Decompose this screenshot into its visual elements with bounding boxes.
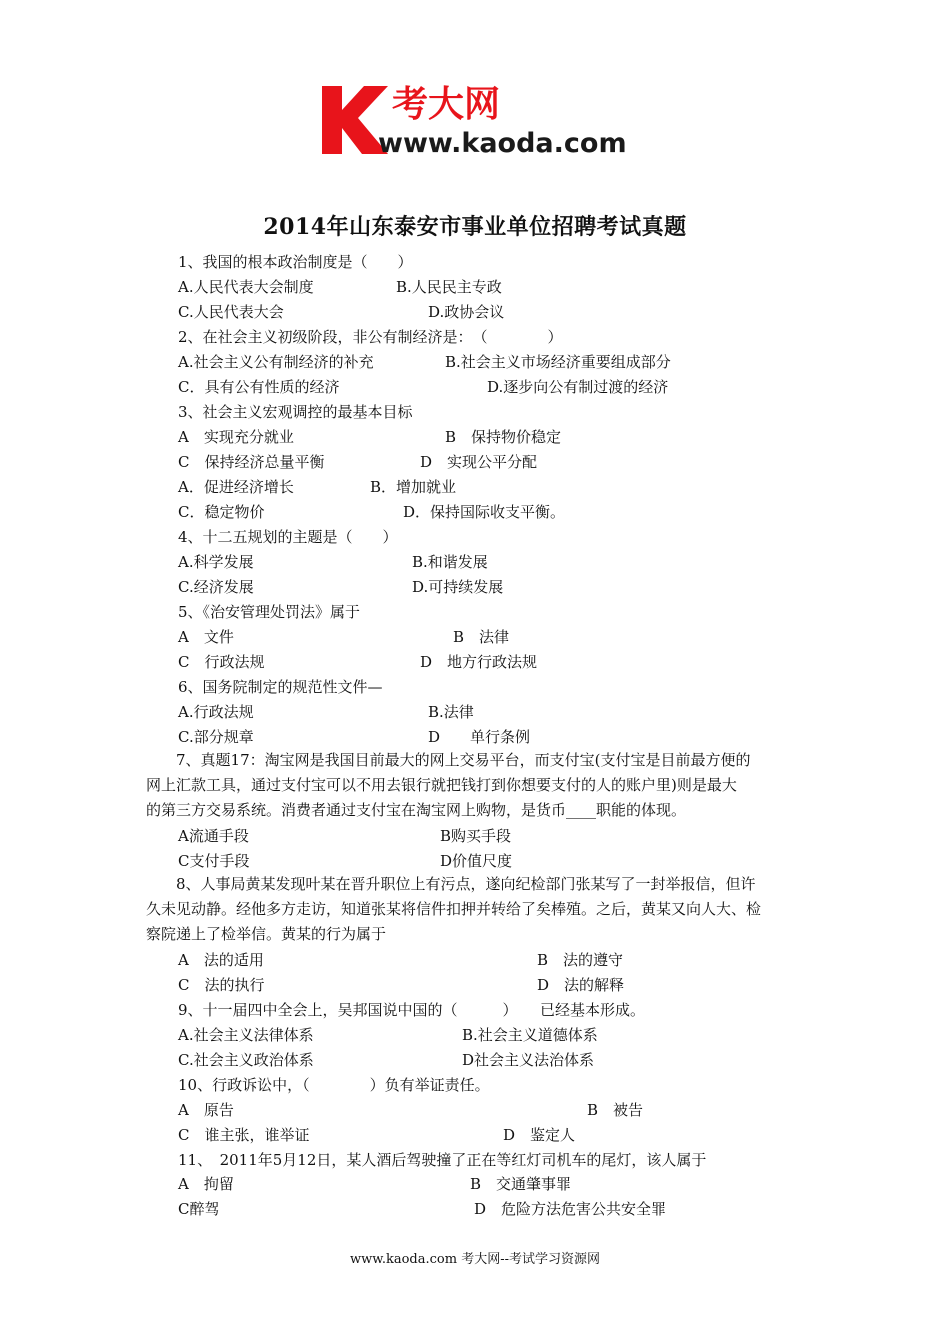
kaoda-logo [318,80,638,160]
q5-text-0: 5、《治安管理处罚法》属于 [178,603,361,621]
q11 [0,1148,950,1172]
q8-options-ab-text-0: A 法的适用 [178,951,264,969]
q4-options-cd-text-1: D.可持续发展 [412,578,504,596]
q7-options-ab [0,824,950,848]
q11-options-cd-text-0: C醉驾 [178,1200,220,1218]
q8-line: 久未见动静。经他多方走访，知道张某将信件扣押并转给了矣棒殖。之后，黄某又向人大、检 [146,899,762,918]
q3 [0,400,950,424]
q2-text-0: 2、在社会主义初级阶段，非公有制经济是： （ ） [178,328,563,346]
q1-options-ab-text-1: B.人民民主专政 [396,278,502,296]
q2-options-ab-text-1: B.社会主义市场经济重要组成部分 [445,353,671,371]
q3-text-0: 3、社会主义宏观调控的最基本目标 [178,403,413,421]
q1-options-ab-text-0: A.人民代表大会制度 [178,278,314,296]
q4-options-ab-text-1: B.和谐发展 [412,553,488,571]
q9-options-ab-text-0: A.社会主义法律体系 [178,1026,314,1044]
q3-options-cd-text-1: D 实现公平分配 [420,453,538,471]
q8-options-cd-text-1: D 法的解释 [537,976,625,994]
q11-options-ab-text-0: A 拘留 [178,1175,234,1193]
q2-options-cd-text-1: D.逐步向公有制过渡的经济 [487,378,669,396]
q10-options-ab [0,1098,950,1122]
q9-options-ab [0,1023,950,1047]
q1-options-ab [0,275,950,299]
q5-options-ab-text-0: A 文件 [178,628,234,646]
q5-options-cd-text-0: C 行政法规 [178,653,265,671]
q8-stem [146,872,808,946]
q7-options-cd [0,849,950,873]
q2-options-ab [0,350,950,374]
q4-options-ab-text-0: A.科学发展 [178,553,254,571]
logo-brand-text: 考大网 [392,84,501,125]
q4-options-ab [0,550,950,574]
q3-options-cd-2-text-0: C．稳定物价 [178,503,265,521]
q2-options-cd [0,375,950,399]
logo-url-text: www.kaoda.com [378,128,627,159]
q9-options-cd [0,1048,950,1072]
q7-options-cd-text-0: C支付手段 [178,852,250,870]
q6 [0,675,950,699]
q5 [0,600,950,624]
q8-options-cd-text-0: C 法的执行 [178,976,265,994]
q10-options-cd-text-1: D 鉴定人 [503,1126,576,1144]
q9-options-cd-text-1: D社会主义法治体系 [462,1051,595,1069]
q4 [0,525,950,549]
q3-options-ab-2 [0,475,950,499]
q3-options-ab-2-text-0: A．促进经济增长 [178,478,294,496]
q10-options-cd-text-0: C 谁主张，谁举证 [178,1126,310,1144]
q1-text-0: 1、我国的根本政治制度是（ ） [178,253,413,271]
q7-stem [146,748,808,822]
q10-options-ab-text-0: A 原告 [178,1101,234,1119]
q8-options-ab [0,948,950,972]
q7-options-ab-text-0: A流通手段 [178,827,249,845]
q7-line: 的第三方交易系统。消费者通过支付宝在淘宝网上购物，是货币____职能的体现。 [146,800,687,819]
q2-options-ab-text-0: A.社会主义公有制经济的补充 [178,353,374,371]
q8-line: 8、人事局黄某发现叶某在晋升职位上有污点，遂向纪检部门张某写了一封举报信，但许 [146,875,756,893]
q2 [0,325,950,349]
page-title: 2014年山东泰安市事业单位招聘考试真题 [263,214,687,240]
q7-options-cd-text-1: D价值尺度 [440,852,513,870]
q11-options-ab [0,1172,950,1196]
q1-options-cd-text-1: D.政协会议 [428,303,505,321]
q9-options-cd-text-0: C.社会主义政治体系 [178,1051,314,1069]
q11-options-cd-text-1: D 危险方法危害公共安全罪 [474,1200,667,1218]
q5-options-ab-text-1: B 法律 [453,628,510,646]
q6-options-ab-text-1: B.法律 [428,703,474,721]
q1-options-cd [0,300,950,324]
q10 [0,1073,950,1097]
q11-options-cd [0,1197,950,1221]
q9-options-ab-text-1: B.社会主义道德体系 [462,1026,598,1044]
q3-options-cd-text-0: C 保持经济总量平衡 [178,453,325,471]
q3-options-cd-2 [0,500,950,524]
q3-options-ab [0,425,950,449]
q8-options-cd [0,973,950,997]
q3-options-ab-text-1: B 保持物价稳定 [445,428,562,446]
q11-text-0: 11、 2011年5月12日，某人酒后驾驶撞了正在等红灯司机车的尾灯，该人属于 [178,1151,707,1169]
q9 [0,998,950,1022]
q6-options-cd-text-1: D 单行条例 [428,728,531,746]
q6-text-0: 6、国务院制定的规范性文件— [178,678,383,696]
q5-options-ab [0,625,950,649]
q7-line: 7、真题17：淘宝网是我国目前最大的网上交易平台，而支付宝(支付宝是目前最方便的 [146,751,751,769]
q10-text-0: 10、行政诉讼中，（ ）负有举证责任。 [178,1076,490,1094]
q3-options-ab-text-0: A 实现充分就业 [178,428,294,446]
q1 [0,250,950,274]
q6-options-ab-text-0: A.行政法规 [178,703,254,721]
q6-options-cd [0,725,950,749]
q1-options-cd-text-0: C.人民代表大会 [178,303,284,321]
q10-options-ab-text-1: B 被告 [587,1101,644,1119]
q5-options-cd [0,650,950,674]
q8-options-ab-text-1: B 法的遵守 [537,951,624,969]
q3-options-cd [0,450,950,474]
q7-options-ab-text-1: B购买手段 [440,827,512,845]
q8-line: 察院递上了检举信。黄某的行为属于 [146,924,387,943]
q4-options-cd-text-0: C.经济发展 [178,578,254,596]
q2-options-cd-text-0: C．具有公有性质的经济 [178,378,340,396]
q6-options-ab [0,700,950,724]
q9-text-0: 9、十一届四中全会上，吴邦国说中国的（ ） 已经基本形成。 [178,1001,646,1019]
q7-line: 网上汇款工具，通过支付宝可以不用去银行就把钱打到你想要支付的人的账户里)则是最大 [146,775,737,794]
q4-text-0: 4、十二五规划的主题是（ ） [178,528,398,546]
q11-options-ab-text-1: B 交通肇事罪 [470,1175,572,1193]
page-footer: www.kaoda.com 考大网--考试学习资源网 [350,1252,600,1267]
q6-options-cd-text-0: C.部分规章 [178,728,254,746]
q4-options-cd [0,575,950,599]
q3-options-ab-2-text-1: B．增加就业 [370,478,457,496]
q3-options-cd-2-text-1: D．保持国际收支平衡。 [403,503,566,521]
q5-options-cd-text-1: D 地方行政法规 [420,653,538,671]
q10-options-cd [0,1123,950,1147]
